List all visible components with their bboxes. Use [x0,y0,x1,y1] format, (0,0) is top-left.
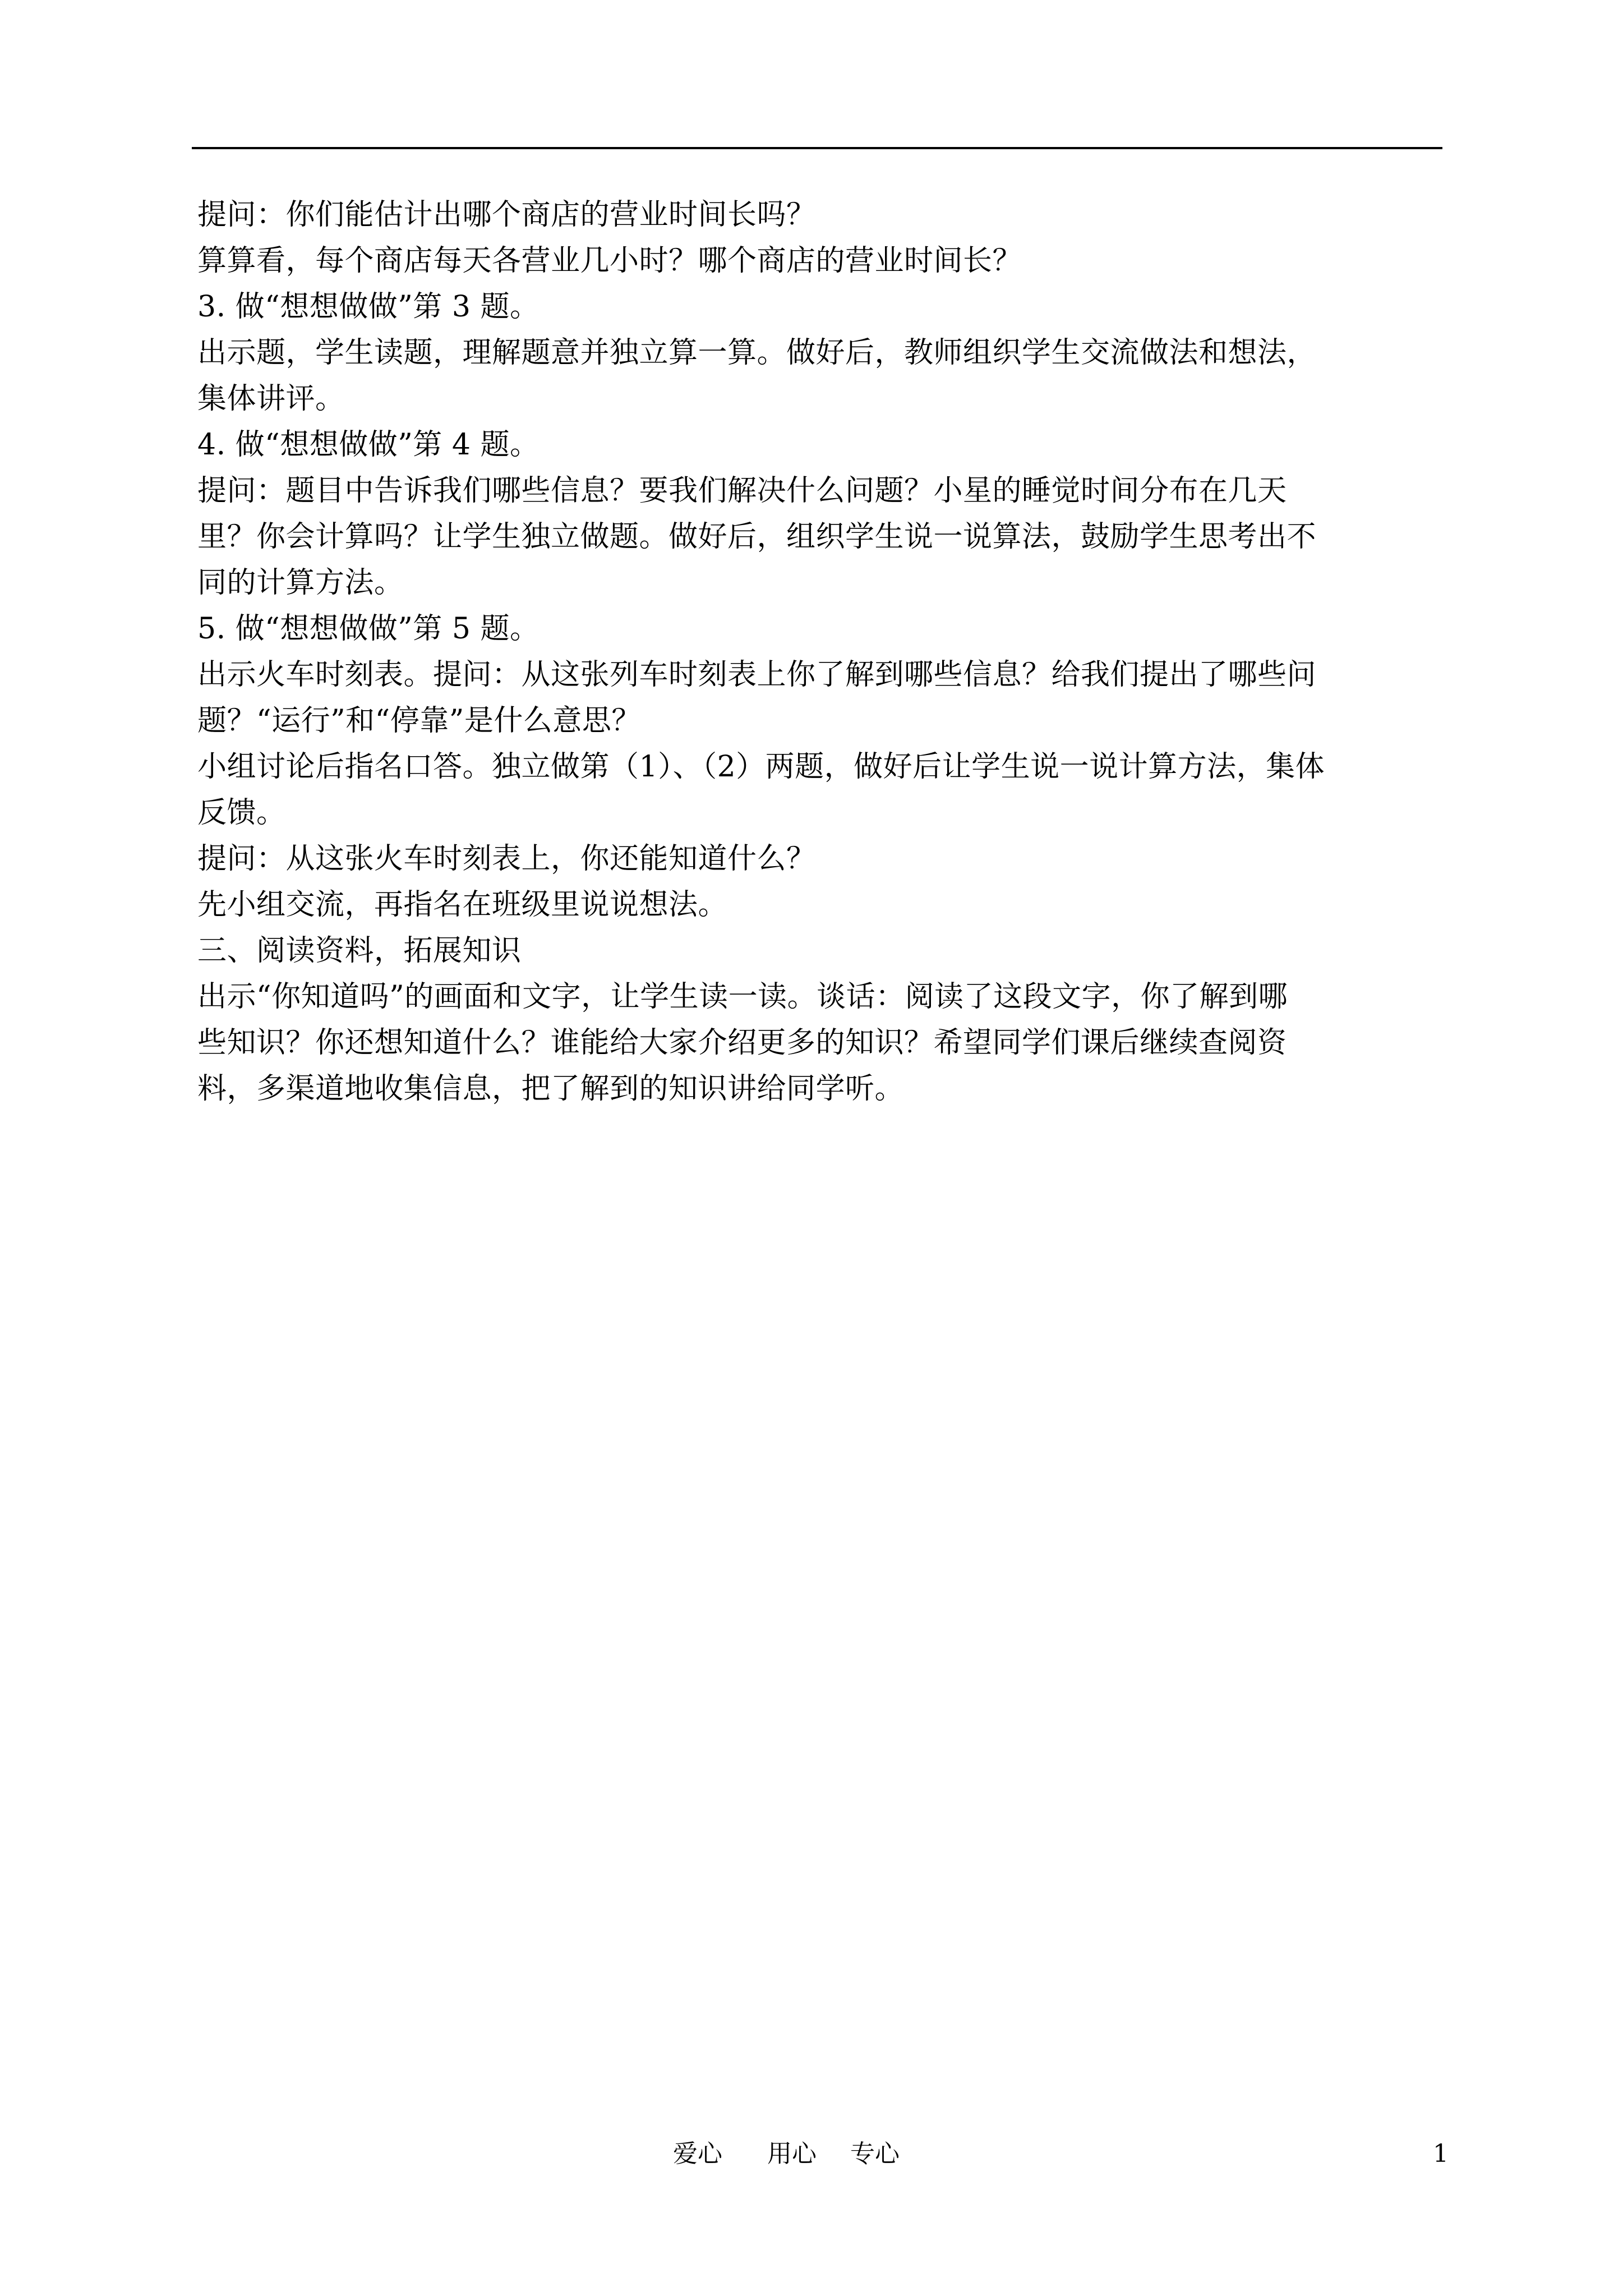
footer-motto [673,2137,900,2171]
body-text [197,192,1448,1112]
footer-motto-2: 用心 [767,2139,817,2168]
text-line: 里？你会计算吗？让学生独立做题。做好后，组织学生说一说算法，鼓励学生思考出不 [197,520,1317,554]
text-line: 料，多渠道地收集信息，把了解到的知识讲给同学听。 [197,1072,905,1106]
text-line: 算算看，每个商店每天各营业几小时？哪个商店的营业时间长？ [197,244,1022,278]
text-line: 提问：你们能估计出哪个商店的营业时间长吗？ [197,198,816,232]
text-line: 先小组交流，再指名在班级里说说想法。 [197,888,728,922]
text-line: 5. 做“想想做做”第 5 题。 [197,612,540,646]
section-heading: 三、阅读资料，拓展知识 [197,934,522,968]
text-line: 提问：题目中告诉我们哪些信息？要我们解决什么问题？小星的睡觉时间分布在几天 [197,474,1287,508]
text-line: 出示题，学生读题，理解题意并独立算一算。做好后，教师组织学生交流做法和想法， [197,336,1317,370]
page-number: 1 [1433,2139,1449,2168]
footer-motto-1: 爱心 [673,2139,722,2168]
text-line: 反馈。 [197,796,286,830]
footer-motto-3: 专心 [850,2139,900,2168]
text-line: 小组讨论后指名口答。独立做第（1）、（2）两题，做好后让学生说一说计算方法，集体 [197,750,1325,784]
text-line: 出示火车时刻表。提问：从这张列车时刻表上你了解到哪些信息？给我们提出了哪些问 [197,658,1317,692]
text-line: 3. 做“想想做做”第 3 题。 [197,290,540,324]
text-line: 出示“你知道吗”的画面和文字，让学生读一读。谈话：阅读了这段文字，你了解到哪 [197,980,1288,1014]
text-line: 同的计算方法。 [197,566,404,600]
header-rule [192,147,1442,149]
text-line: 题？“运行”和“停靠”是什么意思？ [197,704,641,738]
text-line: 4. 做“想想做做”第 4 题。 [197,428,540,462]
text-line: 集体讲评。 [197,382,345,416]
text-line: 提问：从这张火车时刻表上，你还能知道什么？ [197,842,816,876]
text-line: 些知识？你还想知道什么？谁能给大家介绍更多的知识？希望同学们课后继续查阅资 [197,1026,1287,1060]
